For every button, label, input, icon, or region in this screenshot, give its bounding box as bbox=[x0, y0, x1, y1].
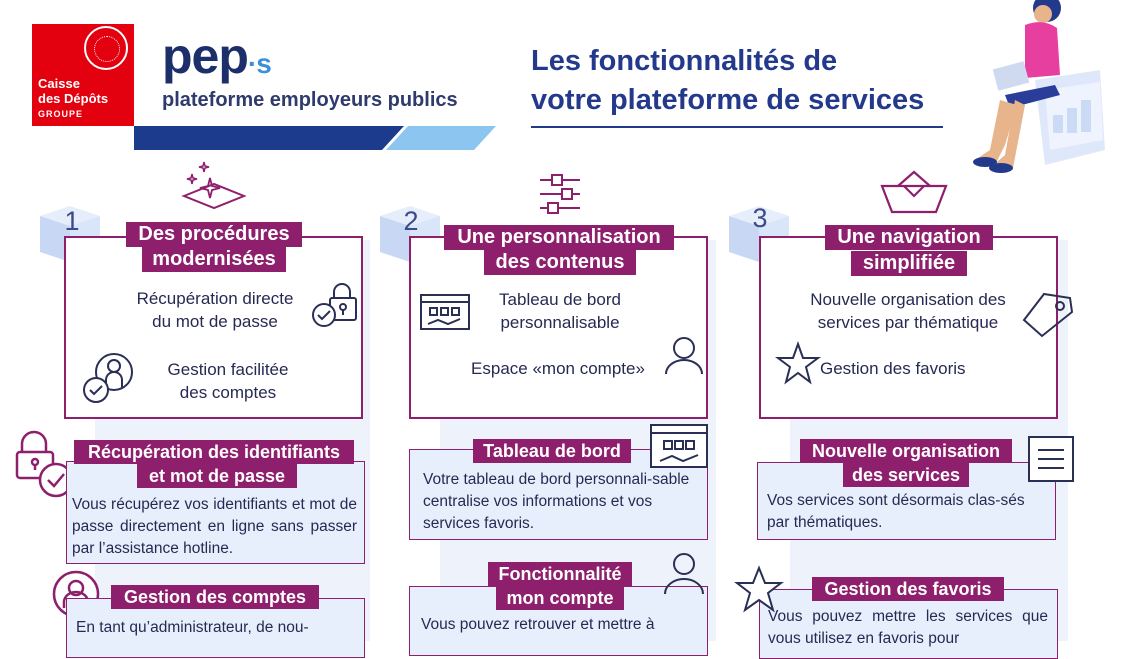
column-1-item-2: Gestion facilitée des comptes bbox=[167, 360, 289, 402]
card-1-1-title-line1: Récupération des identifiants bbox=[74, 440, 354, 464]
card-2-2-text: Vous pouvez retrouver et mettre à bbox=[421, 616, 655, 633]
woman-laptop-illustration bbox=[965, 0, 1115, 180]
card-1-2-text: En tant qu’administrateur, de nou- bbox=[76, 619, 309, 636]
column-2-item-1: Tableau de bord personnalisable bbox=[499, 290, 621, 332]
card-3-2-title: Gestion des favoris bbox=[812, 577, 1004, 601]
step-number-1: 1 bbox=[64, 206, 80, 236]
card-1-2-title: Gestion des comptes bbox=[111, 585, 319, 609]
card-2-1-text: Votre tableau de bord personnali-sable centralise vos informations et vos services favoris. bbox=[423, 471, 690, 532]
card-2-2-title-line1: Fonctionnalité bbox=[488, 562, 632, 586]
column-3-item-1: Nouvelle organisation des services par thématique bbox=[810, 290, 1006, 332]
column-1-item-1: Récupération directe du mot de passe bbox=[136, 289, 294, 331]
card-1-1-title-line2: et mot de passe bbox=[137, 464, 297, 488]
card-3-1-title-line2: des services bbox=[843, 463, 969, 487]
dashboard-icon bbox=[650, 424, 708, 468]
logo-line3: GROUPE bbox=[38, 109, 84, 119]
user-icon bbox=[662, 552, 706, 596]
page-title: Les fonctionnalités de votre plateforme de services bbox=[531, 45, 925, 116]
dashboard-icon bbox=[420, 294, 470, 330]
seal-icon bbox=[84, 26, 128, 70]
title-underline bbox=[531, 126, 943, 128]
card-2-2-title-line2: mon compte bbox=[496, 586, 624, 610]
column-3-title-line2: simplifiée bbox=[851, 251, 967, 276]
column-2-item-2: Espace «mon compte» bbox=[471, 359, 645, 378]
column-2-title-line1: Une personnalisation bbox=[444, 225, 674, 250]
tag-icon bbox=[1020, 292, 1076, 338]
caisse-des-depots-logo bbox=[32, 24, 134, 126]
card-3-1-title-line1: Nouvelle organisation bbox=[800, 439, 1012, 463]
paper-boat-icon bbox=[880, 170, 948, 214]
user-check-icon bbox=[80, 352, 136, 404]
sliders-icon bbox=[538, 172, 582, 218]
document-icon bbox=[1028, 436, 1074, 482]
peps-logo: pep·s bbox=[162, 28, 271, 84]
step-number-2: 2 bbox=[403, 206, 419, 236]
column-2-title-line2: des contenus bbox=[484, 250, 636, 275]
step-number-3: 3 bbox=[752, 203, 768, 233]
column-1-title-line1: Des procédures bbox=[126, 222, 302, 247]
card-2-1-title: Tableau de bord bbox=[473, 439, 631, 463]
user-icon bbox=[664, 336, 704, 376]
card-1-1-text: Vous récupérez vos identifiants et mot de passe directement en ligne sans passer par l’assistance hotline. bbox=[72, 496, 357, 557]
card-3-2-text: Vous pouvez mettre les services que vous utilisez en favoris pour bbox=[768, 608, 1048, 647]
sparkle-icon bbox=[180, 160, 246, 212]
card-3-1-text: Vos services sont désormais clas-sés par thématiques. bbox=[767, 492, 1025, 531]
star-icon bbox=[776, 342, 820, 384]
lock-check-icon bbox=[310, 280, 362, 330]
header-band bbox=[134, 126, 496, 150]
peps-subtitle: plateforme employeurs publics bbox=[162, 89, 458, 111]
logo-line2: des Dépôts bbox=[38, 91, 109, 106]
column-1-title-line2: modernisées bbox=[142, 247, 286, 272]
column-3-item-2: Gestion des favoris bbox=[820, 359, 966, 378]
column-3-title-line1: Une navigation bbox=[825, 225, 993, 250]
logo-line1: Caisse bbox=[38, 76, 80, 91]
